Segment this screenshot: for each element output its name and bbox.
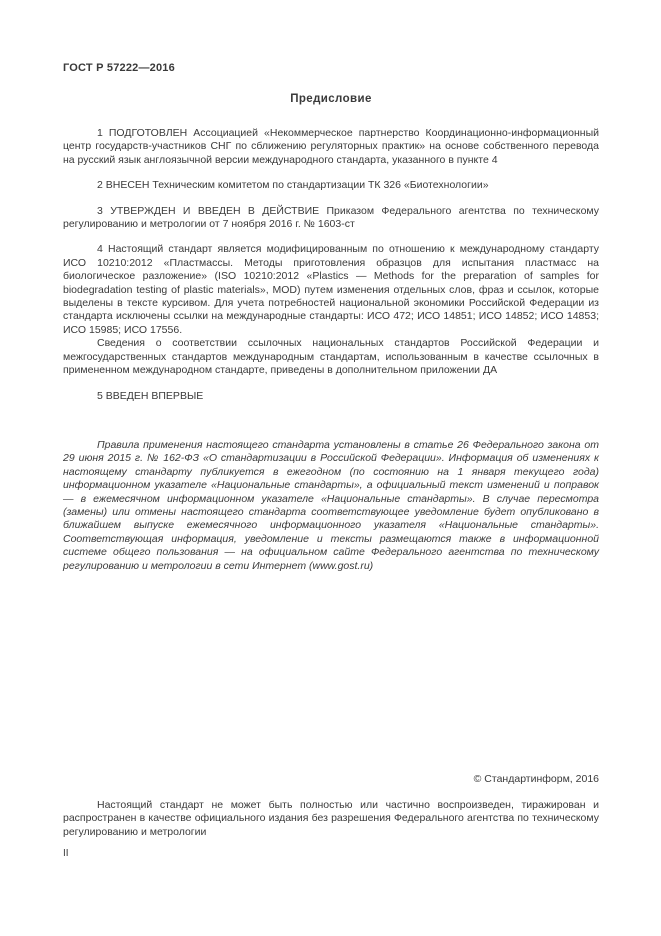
legal-application-note: Правила применения настоящего стандарта установлены в статье 26 Федерального закона от 29 июня 2015 г. № 162-ФЗ «О стандартизации в Российской Федерации». Информация об изменениях к настоящему стандарту публикуется в ежегодном (по состоянию на 1 января текущего года) информационном указателе «Национальные стандарты», а официальный текст изменений и поправок — в ежемесячном информационном указателе «Национальные стандарты». В случае пересмотра (замены) или отмены настоящего стандарта соответствующее уведомление будет опубликовано в ближайшем выпуске ежемесячного информационного указателя «Национальные стандарты». Соответствующая информация, уведомление и тексты размещаются также в информационной системе общего пользования — на официальном сайте Федерального агентства по техническому регулированию и метрологии в сети Интернет (www.gost.ru) (63, 438, 599, 572)
reproduction-restriction: Настоящий стандарт не может быть полностью или частично воспроизведен, тиражирован и распространен в качестве официального издания без разрешения Федерального агентства по техническому регулированию и метрологии (63, 798, 599, 838)
foreword-paragraph-5: 5 ВВЕДЕН ВПЕРВЫЕ (97, 389, 204, 402)
section-title: Предисловие (290, 93, 372, 105)
foreword-paragraph-4-continuation: Сведения о соответствии ссылочных национальных стандартов Российской Федерации и межгосударственных стандартов международным стандартам, использованным в качестве ссылочных в примененном международном стандарте, приведены в дополнительном приложении ДА (63, 337, 599, 377)
copyright-notice: © Стандартинформ, 2016 (473, 772, 599, 785)
foreword-paragraph-1: 1 ПОДГОТОВЛЕН Ассоциацией «Некоммерческое партнерство Координационно-информационный центр государств-участников СНГ по сближению регуляторных практик» на основе собственного перевода на русский язык англоязычной версии международного стандарта, указанного в пункте 4 (63, 127, 599, 166)
page-number: II (63, 848, 69, 860)
doc-number-header: ГОСТ Р 57222—2016 (63, 62, 175, 74)
foreword-paragraph-2: 2 ВНЕСЕН Техническим комитетом по стандартизации ТК 326 «Биотехнологии» (97, 179, 489, 192)
foreword-paragraph-4: 4 Настоящий стандарт является модифицированным по отношению к международному стандарту ИСО 10210:2012 «Пластмассы. Методы приготовления образцов для испытания пластмасс на биологическое разложение» (ISO 10210:2012 «Plastics — Methods for the preparation of samples for biodegradation testing of plastic materials», MOD) путем изменения отдельных слов, фраз и ссылок, которые выделены в тексте курсивом. Для учета потребностей национальной экономики Российской Федерации из стандарта исключены ссылки на международные стандарты: ИСО 472; ИСО 14851; ИСО 14852; ИСО 14853; ИСО 15985; ИСО 17556. (63, 243, 599, 336)
foreword-paragraph-3: 3 УТВЕРЖДЕН И ВВЕДЕН В ДЕЙСТВИЕ Приказом Федерального агентства по техническому регулированию и метрологии от 7 ноября 2016 г. № 1603-ст (63, 204, 599, 231)
